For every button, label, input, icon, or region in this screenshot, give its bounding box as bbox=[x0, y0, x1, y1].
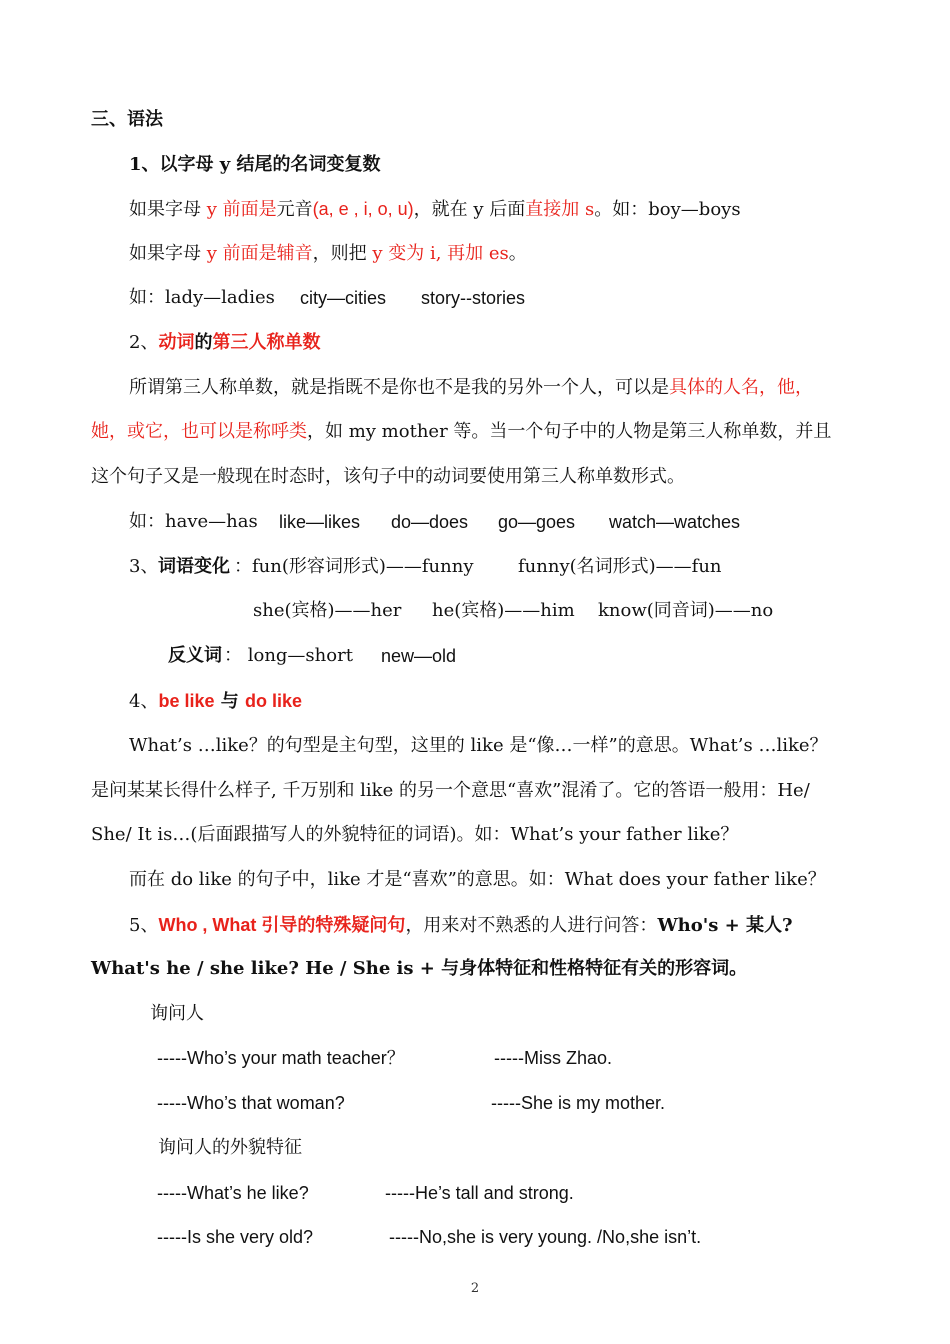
s2-t3: 第三人称单数 bbox=[212, 332, 321, 353]
s4-para-line3: She/ It is…(后面跟描写人的外貌特征的词语)。如：What’s your father like？ bbox=[91, 824, 739, 845]
s1-l1-e: ，就在 y 后面 bbox=[413, 199, 526, 220]
s1-l2-e: 。 bbox=[508, 243, 527, 264]
dialogue-question: -----Is she very old? bbox=[157, 1227, 314, 1247]
s2-ex-3: do—does bbox=[391, 512, 469, 532]
s5-sub2: 询问人的外貌特征 bbox=[158, 1137, 302, 1158]
s2-p1a: 所谓第三人称单数，就是指既不是你也不是我的另外一个人，可以是 bbox=[129, 377, 669, 398]
dialogue-answer: -----Miss Zhao. bbox=[494, 1048, 612, 1068]
s3-label: 词语变化 bbox=[158, 556, 230, 577]
s4-para-line4: 而在 do like 的句子中，like 才是“喜欢”的意思。如：What does your father like？ bbox=[129, 869, 826, 890]
s2-para-line1 bbox=[129, 376, 813, 400]
s1-l1-d: (a, e , i, o, u) bbox=[312, 199, 414, 219]
s4-para-line1: What’s …like？的句型是主句型，这里的 like 是“像…一样”的意思。What’s …like？ bbox=[129, 735, 828, 756]
s4-t2: 与 bbox=[214, 691, 246, 712]
s1-l2-d: y 变为 i, 再加 es bbox=[366, 243, 509, 264]
s2-title bbox=[129, 331, 320, 355]
page-number: 2 bbox=[470, 1281, 480, 1296]
s4-num: 4、 bbox=[129, 691, 159, 712]
s3-antonym-1: ： long—short bbox=[224, 645, 353, 666]
s3-antonym-2: new—old bbox=[381, 646, 457, 666]
s3-row2-c: know(同音词)——no bbox=[598, 600, 774, 621]
s5-t3: Who's + 某人? bbox=[657, 915, 793, 936]
s1-ex-2: city—cities bbox=[300, 288, 387, 308]
s2-ex-4: go—goes bbox=[498, 512, 576, 532]
s5-title bbox=[129, 913, 793, 938]
s2-p2a: 她，或它，也可以是称呼类 bbox=[91, 421, 307, 442]
s1-l2-c: ，则把 bbox=[312, 243, 367, 264]
s3-row1-a: ：fun(形容词形式)——funny bbox=[234, 556, 474, 577]
s1-ex-3: story--stories bbox=[421, 288, 526, 308]
s5-num: 5、 bbox=[129, 915, 159, 936]
s1-l1-g: 。如：boy—boys bbox=[594, 199, 741, 220]
s4-t1: be like bbox=[158, 691, 215, 711]
dialogue-answer: -----He’s tall and strong. bbox=[385, 1183, 574, 1203]
s1-l1-b: y 前面是 bbox=[201, 199, 277, 220]
s2-p2b: ，如 my mother 等。当一个句子中的人物是第三人称单数，并且 bbox=[307, 421, 832, 442]
s1-title: 1、以字母 y 结尾的名词变复数 bbox=[129, 154, 381, 175]
dialogue-answer: -----No,she is very young. /No,she isn’t. bbox=[389, 1227, 702, 1247]
s1-line1 bbox=[129, 197, 741, 222]
s4-t3: do like bbox=[245, 691, 303, 711]
s2-t2: 的 bbox=[194, 332, 213, 353]
s1-ex-1: 如：lady—ladies bbox=[129, 287, 275, 308]
dialogue-answer: -----She is my mother. bbox=[491, 1093, 666, 1113]
s3-row1-b: funny(名词形式)——fun bbox=[518, 556, 722, 577]
s2-para-line3: 这个句子又是一般现在时态时，该句子中的动词要使用第三人称单数形式。 bbox=[91, 466, 685, 487]
s1-l1-a: 如果字母 bbox=[129, 199, 201, 220]
s3-row2-b: he(宾格)——him bbox=[432, 600, 575, 621]
s1-l2-a: 如果字母 bbox=[129, 243, 201, 264]
s2-ex-1: 如：have—has bbox=[129, 511, 258, 532]
s2-t1: 动词 bbox=[158, 332, 195, 353]
s2-para-line2 bbox=[91, 420, 831, 444]
s2-ex-5: watch—watches bbox=[609, 512, 741, 532]
s3-num: 3、 bbox=[129, 556, 159, 577]
dialogue-question: -----Who’s that woman? bbox=[157, 1093, 345, 1113]
s1-l1-c: 元音 bbox=[276, 199, 313, 220]
s4-para-line2: 是问某某长得什么样子, 千万别和 like 的另一个意思“喜欢”混淆了。它的答语一般用：He/ bbox=[91, 780, 810, 801]
dialogue-question: -----Who’s your math teacher？ bbox=[157, 1048, 405, 1068]
s1-l1-f: 直接加 s bbox=[525, 199, 595, 220]
s1-l2-b: y 前面是辅音 bbox=[201, 243, 313, 264]
s4-title bbox=[129, 689, 302, 714]
s2-ex-2: like—likes bbox=[279, 512, 361, 532]
s2-num: 2、 bbox=[129, 332, 159, 353]
s1-line2 bbox=[129, 242, 527, 266]
s5-line2: What's he / she like? He / She is + 与身体特征和性格特征有关的形容词。 bbox=[91, 958, 748, 979]
s3-antonym-label: 反义词 bbox=[168, 645, 222, 666]
dialogue-question: -----What’s he like? bbox=[157, 1183, 309, 1203]
section-heading: 三、语法 bbox=[91, 109, 163, 130]
s2-p1b: 具体的人名，他， bbox=[669, 377, 813, 398]
s5-sub1: 询问人 bbox=[150, 1003, 204, 1024]
s5-t1: Who , What 引导的特殊疑问句 bbox=[158, 915, 406, 935]
s5-t2: ，用来对不熟悉的人进行问答： bbox=[405, 915, 658, 936]
s3-row2-a: she(宾格)——her bbox=[253, 600, 402, 621]
